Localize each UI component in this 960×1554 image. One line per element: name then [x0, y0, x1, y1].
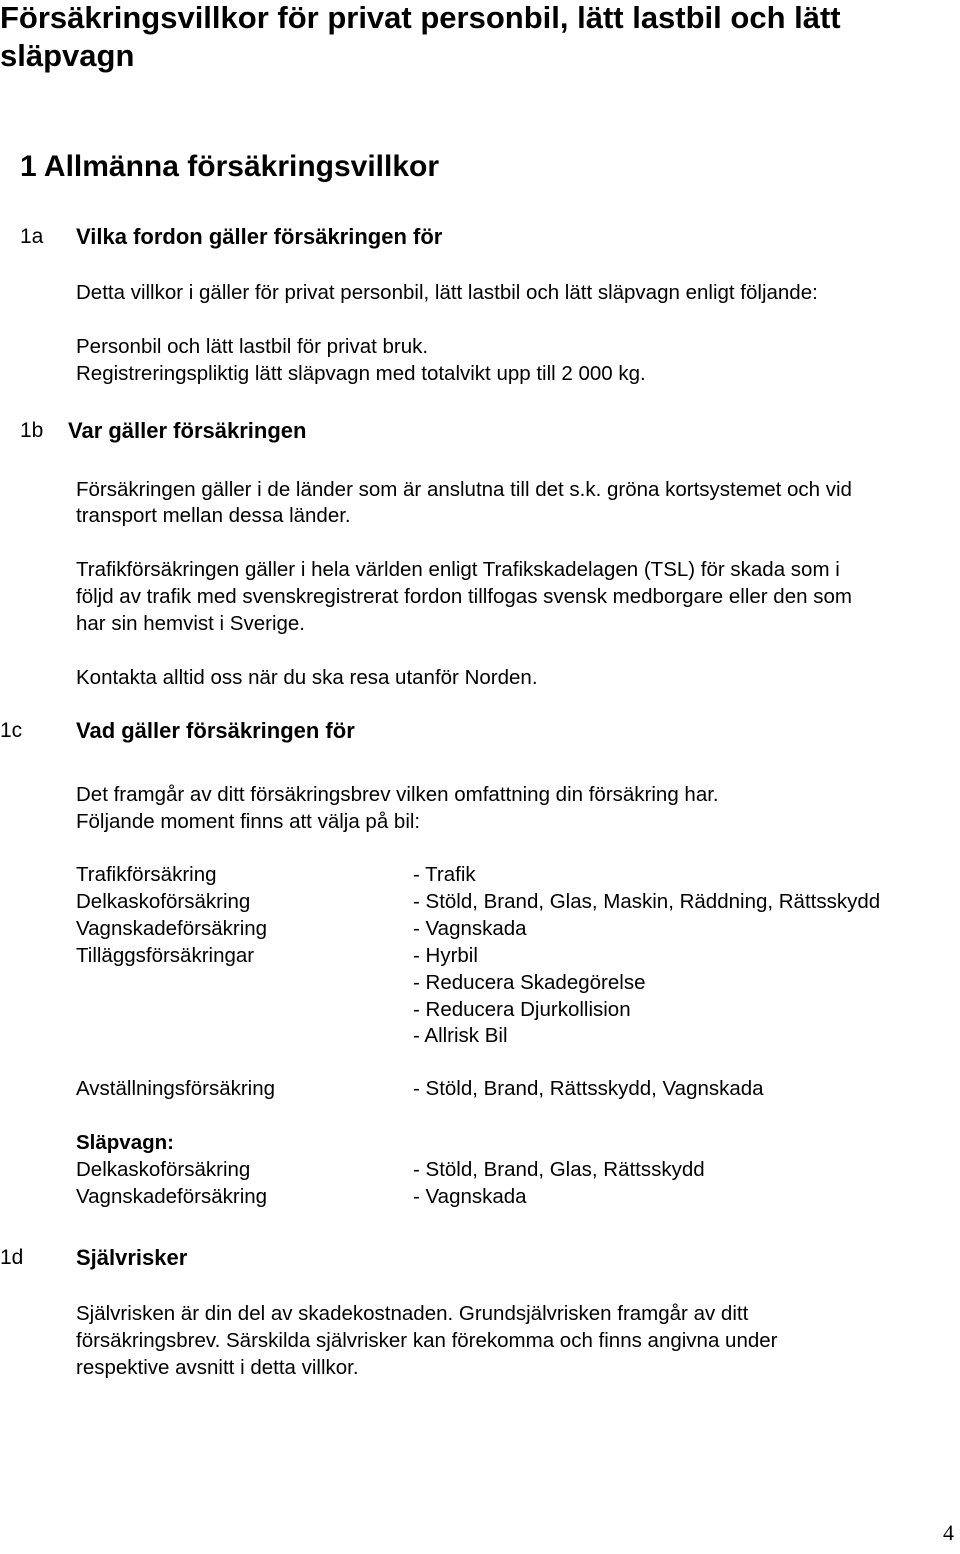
section-1b-line: transport mellan dessa länder. [76, 504, 351, 527]
trailer-heading: Släpvagn: [76, 1131, 174, 1154]
section-1b-line: Trafikförsäkringen gäller i hela världen enligt Trafikskadelagen (TSL) för skada som i [76, 558, 840, 581]
section-1b-number: 1b [20, 419, 44, 442]
coverage-left: Avställningsförsäkring [76, 1077, 276, 1100]
section-1b-line: har sin hemvist i Sverige. [76, 612, 306, 635]
section-1d-heading: Självrisker [76, 1245, 188, 1270]
trailer-left: Vagnskadeförsäkring [76, 1185, 268, 1208]
document-title-line-1: Försäkringsvillkor för privat personbil, lätt lastbil och lätt [0, 0, 841, 35]
section-1a-paragraph: Detta villkor i gäller för privat personbil, lätt lastbil och lätt släpvagn enligt följande: [76, 281, 818, 304]
section-1b-line: Kontakta alltid oss när du ska resa utanför Norden. [76, 666, 538, 689]
coverage-right: - Allrisk Bil [413, 1024, 508, 1047]
trailer-right: - Vagnskada [413, 1185, 527, 1208]
section-1b-line: följd av trafik med svenskregistrerat fordon tillfogas svensk medborgare eller den som [76, 585, 852, 608]
section-1b-heading: Var gäller försäkringen [68, 418, 307, 443]
coverage-right: - Reducera Djurkollision [413, 998, 631, 1021]
section-1d-line: försäkringsbrev. Särskilda självrisker kan förekomma och finns angivna under [76, 1329, 778, 1352]
coverage-left: Delkaskoförsäkring [76, 890, 251, 913]
section-1d-number: 1d [0, 1246, 24, 1269]
section-1a-line: Registreringspliktig lätt släpvagn med totalvikt upp till 2 000 kg. [76, 362, 646, 385]
document-title-line-2: släpvagn [0, 38, 135, 73]
section-1d-line: respektive avsnitt i detta villkor. [76, 1356, 359, 1379]
coverage-left: Tilläggsförsäkringar [76, 944, 255, 967]
section-1a-number: 1a [20, 225, 44, 248]
coverage-right: - Stöld, Brand, Rättsskydd, Vagnskada [413, 1077, 764, 1100]
section-1c-line: Följande moment finns att välja på bil: [76, 810, 421, 833]
section-1a-line: Personbil och lätt lastbil för privat bruk. [76, 335, 429, 358]
section-1d-line: Självrisken är din del av skadekostnaden. Grundsjälvrisken framgår av ditt [76, 1302, 749, 1325]
coverage-left: Vagnskadeförsäkring [76, 917, 268, 940]
section-1c-heading: Vad gäller försäkringen för [76, 718, 355, 743]
section-1b-line: Försäkringen gäller i de länder som är anslutna till det s.k. gröna kortsystemet och vid [76, 478, 852, 501]
section-heading: 1 Allmänna försäkringsvillkor [20, 150, 440, 183]
section-1a-heading: Vilka fordon gäller försäkringen för [76, 224, 443, 249]
page-number: 4 [943, 1520, 954, 1545]
coverage-right: - Reducera Skadegörelse [413, 971, 646, 994]
coverage-right: - Trafik [413, 863, 476, 886]
coverage-right: - Hyrbil [413, 944, 478, 967]
section-1c-number: 1c [0, 719, 23, 742]
trailer-left: Delkaskoförsäkring [76, 1158, 251, 1181]
section-1c-line: Det framgår av ditt försäkringsbrev vilken omfattning din försäkring har. [76, 783, 719, 806]
coverage-right: - Vagnskada [413, 917, 527, 940]
coverage-right: - Stöld, Brand, Glas, Maskin, Räddning, Rättsskydd [413, 890, 881, 913]
coverage-left: Trafikförsäkring [76, 863, 217, 886]
trailer-right: - Stöld, Brand, Glas, Rättsskydd [413, 1158, 705, 1181]
